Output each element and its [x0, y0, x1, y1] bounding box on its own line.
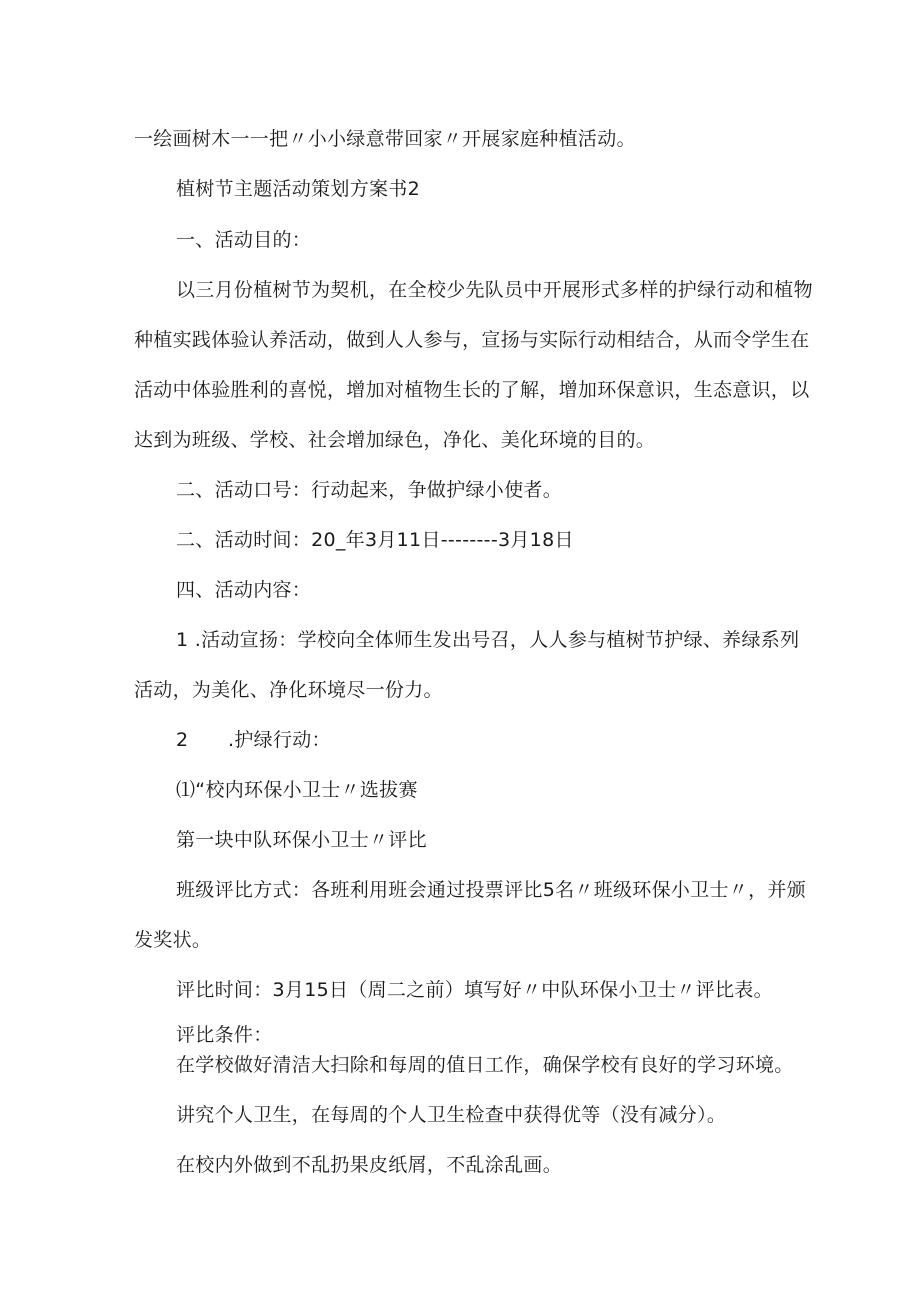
paragraph-line: 活动，为美化、净化环境尽一份力。 [134, 679, 443, 701]
list-item-2 [176, 727, 331, 753]
list-item-2-text: .护绿行动： [228, 729, 331, 751]
paragraph-line: 班级评比方式：各班利用班会通过投票评比5名〃班级环保小卫士〃，并颁 [176, 879, 806, 901]
paragraph-line: 一绘画树木一一把〃小小绿意带回家〃开展家庭种植活动。 [134, 128, 636, 150]
paragraph-line: 在学校做好清洁大扫除和每周的值日工作，确保学校有良好的学习环境。 [176, 1054, 794, 1076]
sub-item-1: ⑴“校内环保小卫士〃选拔赛 [176, 779, 418, 801]
paragraph-line: 达到为班级、学校、社会增加绿色，净化、美化环境的目的。 [134, 429, 656, 451]
paragraph-line: 以三月份植树节为契机，在全校少先队员中开展形式多样的护绿行动和植物 [176, 279, 813, 301]
paragraph-line: 评比时间：3月15日（周二之前）填写好〃中队环保小卫士〃评比表。 [176, 979, 773, 1001]
paragraph-line: 种植实践体验认养活动，做到人人参与，宣扬与实际行动相结合，从而令学生在 [134, 329, 810, 351]
paragraph-line: 讲究个人卫生，在每周的个人卫生检查中获得优等（没有减分）。 [176, 1104, 727, 1126]
heading-activity-slogan: 二、活动口号：行动起来，争做护绿小使者。 [176, 479, 563, 501]
paragraph-line: 活动中体验胜利的喜悦，增加对植物生长的了解，增加环保意识，生态意识，以 [134, 379, 810, 401]
heading-activity-purpose: 一、活动目的： [176, 229, 312, 251]
heading-activity-time: 二、活动时间：20_年3月11日--------3月18日 [176, 529, 574, 551]
list-item-1: 1 .活动宣扬：学校向全体师生发出号召，人人参与植树节护绿、养绿系列 [176, 629, 800, 651]
paragraph-line: 第一块中队环保小卫士〃评比 [176, 829, 427, 851]
heading-criteria: 评比条件： [176, 1024, 273, 1046]
paragraph-line: 在校内外做到不乱扔果皮纸屑，不乱涂乱画。 [176, 1154, 563, 1176]
heading-activity-content: 四、活动内容： [176, 579, 312, 601]
paragraph-line: 发奖状。 [134, 929, 212, 951]
section-title: 植树节主题活动策划方案书2 [176, 178, 420, 200]
list-item-2-number: 2 [176, 729, 189, 751]
